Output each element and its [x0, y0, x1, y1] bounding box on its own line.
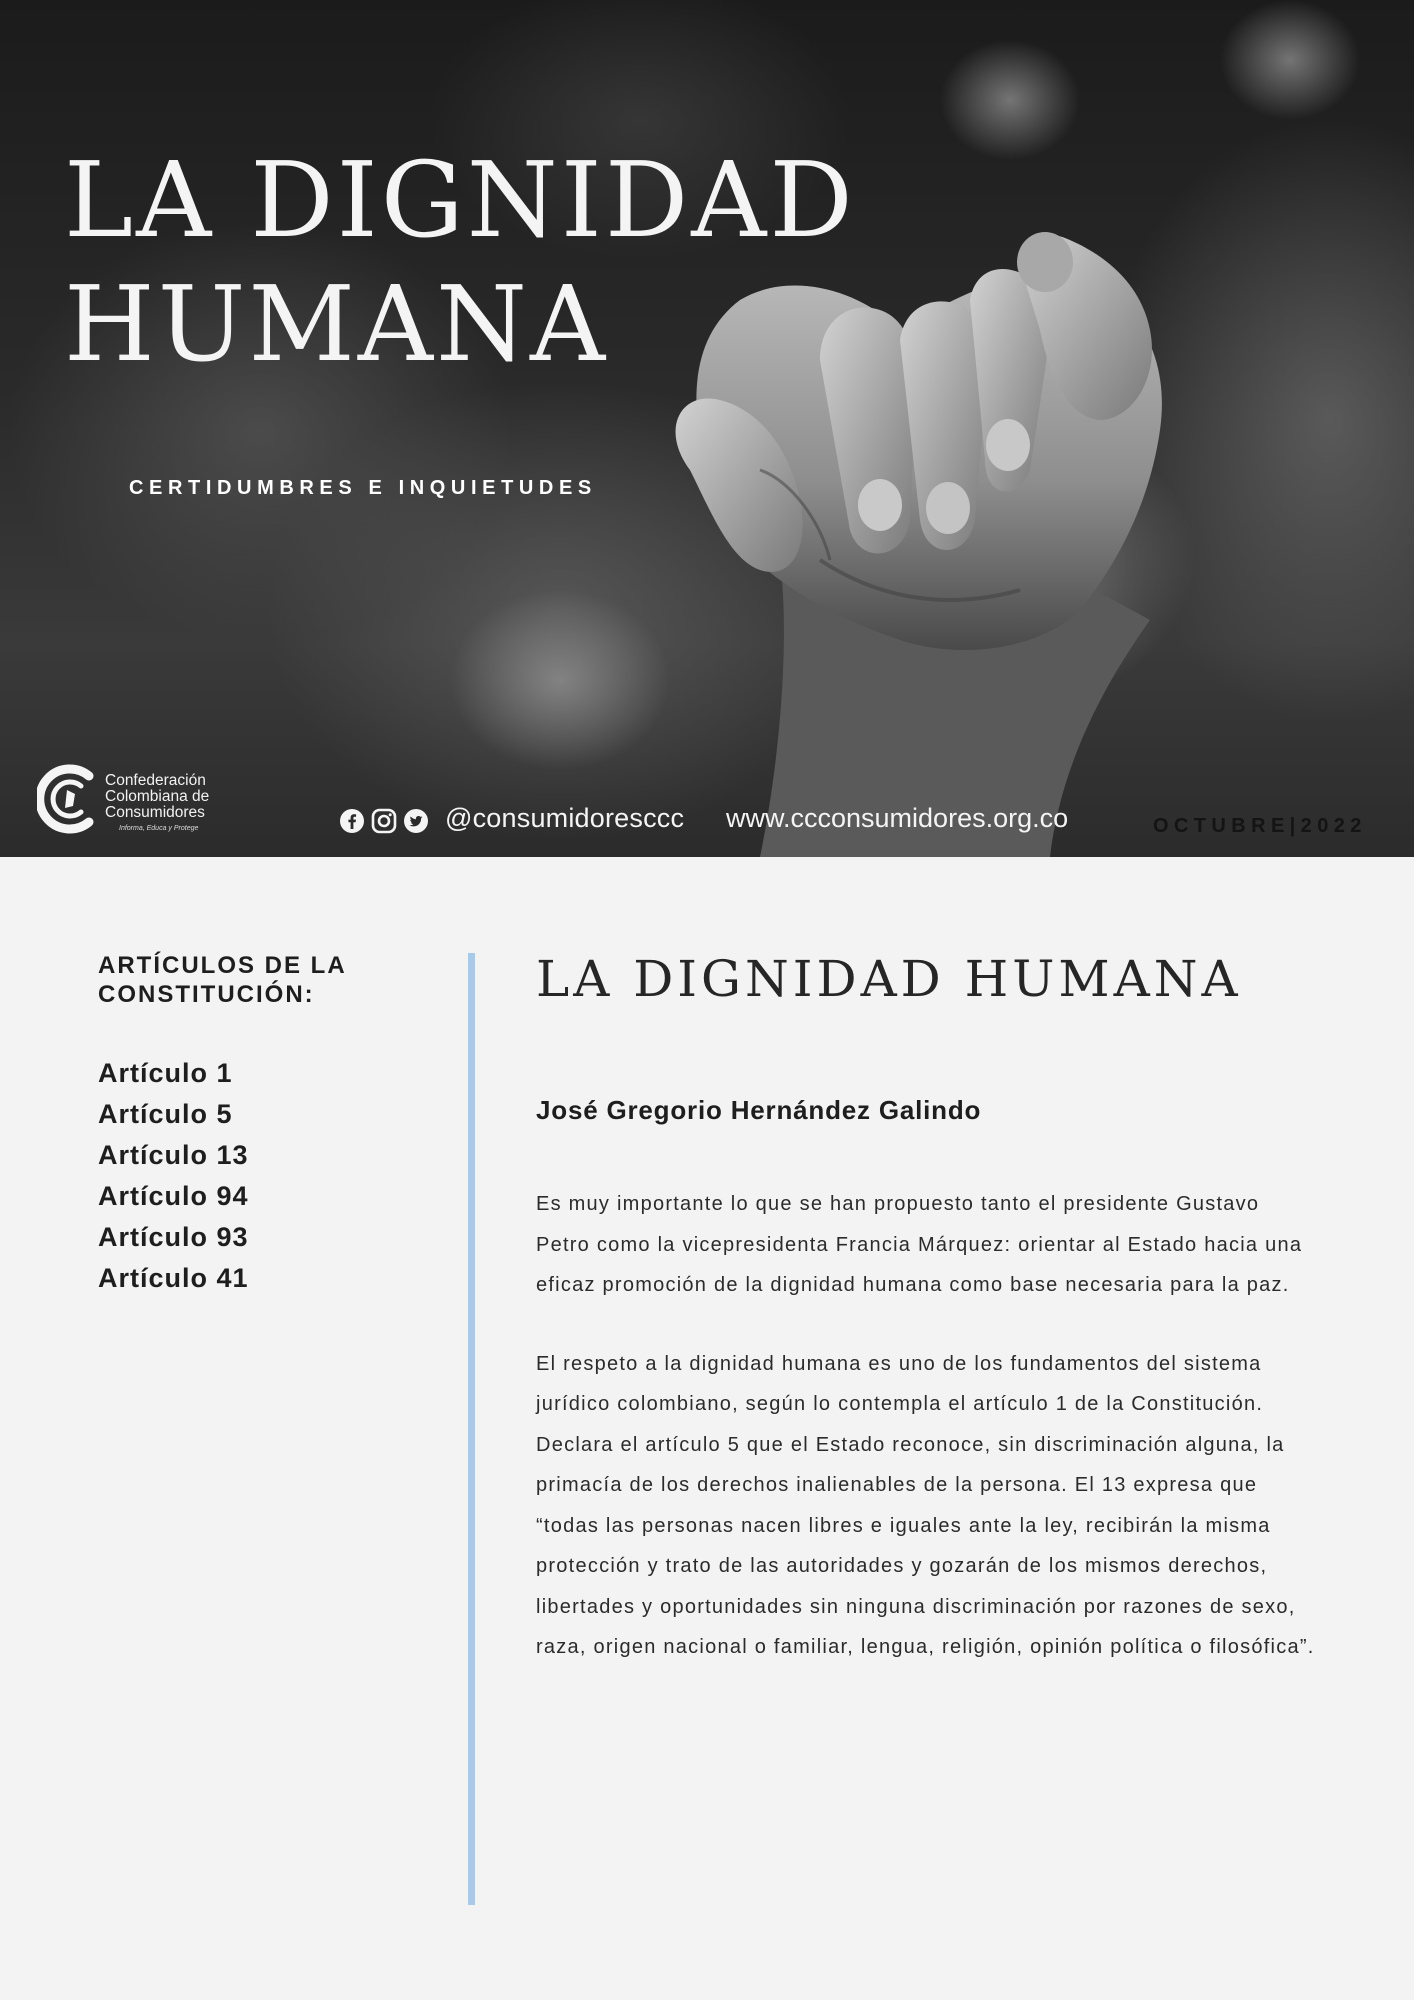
article-item: Artículo 5: [98, 1099, 233, 1129]
article-item: Artículo 1: [98, 1058, 233, 1088]
logo-line3: Consumidores: [105, 804, 205, 821]
logo-line1: Confederación: [105, 772, 206, 789]
article-author: José Gregorio Hernández Galindo: [536, 1095, 982, 1125]
column-divider: [468, 953, 475, 1905]
facebook-icon[interactable]: [339, 808, 365, 834]
website-link[interactable]: www.ccconsumidores.org.co: [726, 803, 1069, 833]
hero-title: [64, 138, 884, 386]
hero-title-line1: LA DIGNIDAD: [64, 139, 856, 261]
constitution-articles-sidebar: [98, 951, 438, 1299]
hero-subtitle: CERTIDUMBRES E INQUIETUDES: [129, 477, 597, 499]
logo-tagline: Informa, Educa y Protege: [119, 825, 199, 832]
twitter-icon[interactable]: [403, 808, 429, 834]
articles-heading-line2: CONSTITUCIÓN:: [98, 981, 315, 1008]
issue-date: OCTUBRE|2022: [1153, 815, 1367, 837]
article-title: LA DIGNIDAD HUMANA: [536, 950, 1242, 1008]
social-icons: [339, 808, 429, 834]
articles-heading: [98, 951, 438, 1009]
clasped-hands-photo: [0, 0, 1414, 857]
article-text: [536, 1184, 1316, 1668]
article-paragraph: Es muy importante lo que se han propuesto tanto el presidente Gustavo Petro como la vicepresidenta Francia Márquez: orientar al Estado hacia una eficaz promoción de la dignidad humana como base necesaria para la paz.: [536, 1193, 1303, 1296]
article-item: Artículo 93: [98, 1222, 249, 1252]
article-body: [536, 950, 1316, 1668]
article-item: Artículo 94: [98, 1181, 249, 1211]
hero-banner: [0, 0, 1414, 857]
confederation-logo: [37, 758, 237, 838]
article-item: Artículo 13: [98, 1140, 249, 1170]
hero-title-line2: HUMANA: [64, 263, 609, 385]
logo-c-icon: [37, 762, 101, 836]
logo-text: [105, 773, 209, 821]
article-paragraph: El respeto a la dignidad humana es uno de los fundamentos del sistema jurídico colombiano, según lo contempla el artículo 1 de la Constitución. Declara el artículo 5 que el Estado reconoce, sin discriminación alguna, la primacía de los derechos inalienables de la persona. El 13 expresa que “todas las personas nacen libres e iguales ante la ley, recibirán la misma protección y trato de las autoridades y gozarán de los mismos derechos, libertades y oportunidades sin ninguna discriminación por razones de sexo, raza, origen nacional o familiar, lengua, religión, opinión política o filosófica”.: [536, 1352, 1315, 1658]
articles-list: [98, 1053, 438, 1299]
articles-heading-line1: ARTÍCULOS DE LA: [98, 952, 347, 979]
logo-line2: Colombiana de: [105, 788, 210, 805]
instagram-icon[interactable]: [371, 808, 397, 834]
social-handle[interactable]: @consumidoresccc: [445, 803, 685, 833]
article-item: Artículo 41: [98, 1263, 249, 1293]
